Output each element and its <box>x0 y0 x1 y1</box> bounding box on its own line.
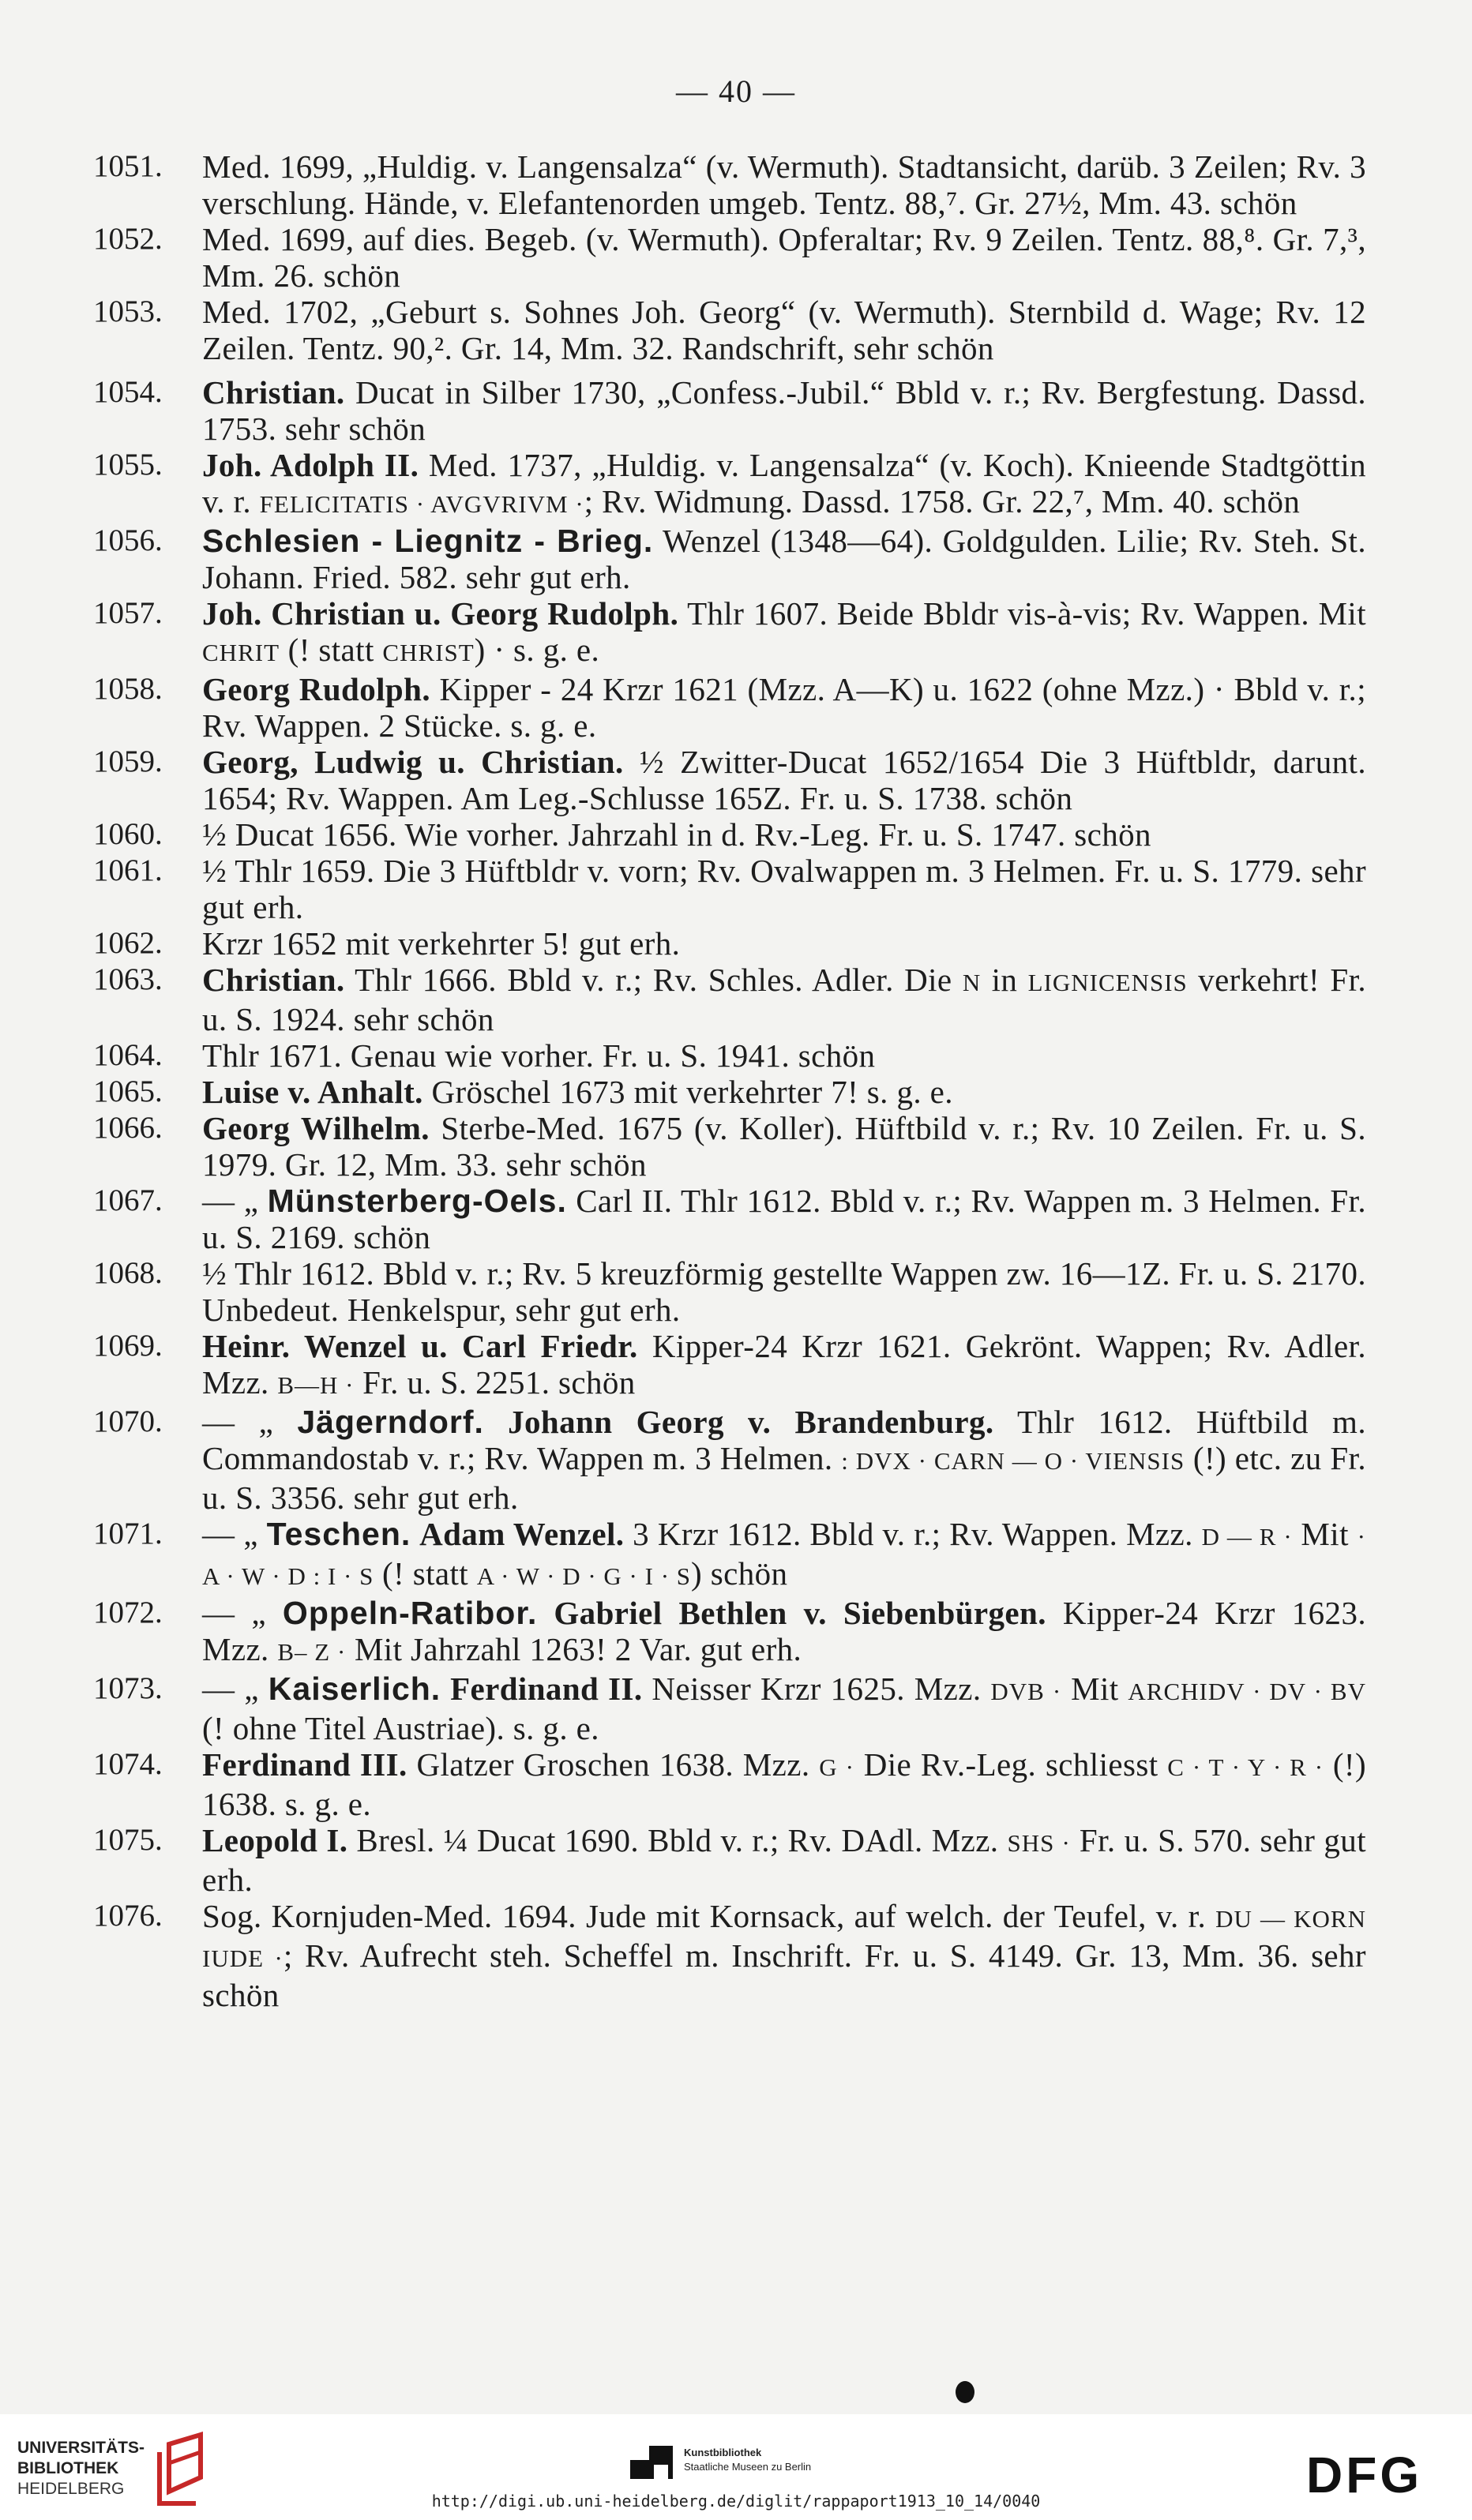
entry-description <box>202 1183 1366 1255</box>
entry-description <box>202 1074 1366 1110</box>
entry-text: 3 Krzr 1612. Bbld v. r.; Rv. Wappen. Mzz. <box>624 1516 1202 1552</box>
entry-number: 1076. <box>93 1899 163 1933</box>
catalogue-entry <box>93 816 1366 853</box>
catalogue-entry <box>93 1110 1366 1183</box>
coin-legend: LIGNICENSIS <box>1027 969 1188 996</box>
entry-text: — „ <box>202 1183 268 1219</box>
entry-description <box>202 1671 1366 1746</box>
entry-number: 1074. <box>93 1747 163 1781</box>
catalogue-entry <box>93 1671 1366 1746</box>
entry-text: ½ Zwitter-Ducat 1652/1654 Die 3 Hüftbldr, darunt. 1654; Rv. Wappen. Am Leg.-Schlusse 165Z. Fr. u. S. 1738. schön <box>202 744 1366 816</box>
entry-text: ; Rv. Aufrecht steh. Scheffel m. Inschrift. Fr. u. S. 4149. Gr. 13, Mm. 36. sehr schön <box>202 1937 1366 2013</box>
coin-legend: B– Z · <box>277 1638 347 1666</box>
entry-text: Krzr 1652 mit verkehrter 5! gut erh. <box>202 925 681 962</box>
catalogue-entry <box>93 1746 1366 1822</box>
coin-legend: DVB · <box>990 1678 1062 1705</box>
catalogue-entry <box>93 1037 1366 1074</box>
region-heading: Teschen. <box>266 1516 411 1552</box>
coin-legend: : DVX · CARN — O · VIENSIS <box>841 1447 1185 1475</box>
entry-text: Kipper-24 Krzr 1623. Mzz. <box>202 1595 1366 1667</box>
entry-text: verkehrt! Fr. u. S. 1924. sehr schön <box>202 962 1367 1037</box>
entry-description <box>202 221 1366 294</box>
kb-line-1: Kunstbibliothek <box>684 2447 762 2458</box>
entry-number: 1051. <box>93 149 163 183</box>
coin-legend: FELICITATIS · AVGVRIVM · <box>259 490 584 518</box>
ruler-name: Gabriel Bethlen v. Siebenbürgen. <box>554 1595 1046 1631</box>
library-line-1: UNIVERSITÄTS- <box>17 2439 145 2457</box>
entry-number: 1056. <box>93 523 163 557</box>
entry-description <box>202 1037 1366 1074</box>
entry-number: 1063. <box>93 962 163 996</box>
ruler-name: Georg Rudolph. <box>202 671 430 707</box>
footer-bar <box>0 2414 1472 2520</box>
entry-text: Med. 1699, „Huldig. v. Langensalza“ (v. Wermuth). Stadtansicht, darüb. 3 Zeilen; Rv. 3 verschlung. Hände, v. Elefantenorden umgeb. Tentz. 88,⁷. Gr. 27½, Mm. 43. schön <box>202 148 1366 221</box>
entry-text: Med. 1702, „Geburt s. Sohnes Joh. Georg“ (v. Wermuth). Sternbild d. Wage; Rv. 12 Zeilen. Tentz. 90,². Gr. 14, Mm. 32. Randschrift, sehr schön <box>202 294 1366 366</box>
kunstbibliothek-logo-icon <box>627 2443 676 2482</box>
entry-text: — „ <box>202 1516 267 1552</box>
entry-text: Mit <box>1292 1516 1357 1552</box>
entry-number: 1064. <box>93 1038 163 1072</box>
region-heading: Schlesien - Liegnitz - Brieg. <box>202 523 654 559</box>
entry-text: Med. 1737, „Huldig. v. Langensalza“ (v. Koch). Knieende Stadtgöttin v. r. <box>202 447 1367 519</box>
entry-number: 1057. <box>93 596 163 630</box>
entry-number: 1071. <box>93 1517 163 1551</box>
entry-description <box>202 1746 1366 1822</box>
entry-text: ½ Ducat 1656. Wie vorher. Jahrzahl in d. Rv.-Leg. Fr. u. S. 1747. schön <box>202 816 1151 853</box>
coin-legend: CHRIT <box>202 639 280 666</box>
entry-number: 1055. <box>93 448 163 482</box>
catalogue-entry <box>93 523 1366 595</box>
kunstbibliothek-name <box>684 2446 811 2474</box>
coin-legend: B—H · <box>277 1371 355 1399</box>
catalogue-entry <box>93 1404 1366 1516</box>
catalogue-entry <box>93 1516 1366 1595</box>
entry-description <box>202 853 1366 925</box>
entry-text: ) · s. g. e. <box>474 632 600 668</box>
entry-number: 1058. <box>93 672 163 706</box>
entry-text: ½ Thlr 1659. Die 3 Hüftbldr v. vorn; Rv. Ovalwappen m. 3 Helmen. Fr. u. S. 1779. sehr gut erh. <box>202 853 1366 925</box>
catalogue-entry <box>93 148 1366 221</box>
entry-number: 1075. <box>93 1823 163 1857</box>
entry-text <box>441 1671 450 1707</box>
entry-number: 1059. <box>93 744 163 778</box>
ruler-name: Luise v. Anhalt. <box>202 1074 423 1110</box>
entry-text: Thlr 1671. Genau wie vorher. Fr. u. S. 1941. schön <box>202 1037 876 1074</box>
entry-description <box>202 816 1366 853</box>
catalogue-entry <box>93 925 1366 962</box>
entry-text: in <box>981 962 1028 998</box>
entry-text: Bresl. ¼ Ducat 1690. Bbld v. r.; Rv. DAdl. Mzz. <box>347 1822 1008 1858</box>
coin-legend: ARCHIDV · DV · BV <box>1128 1678 1366 1705</box>
catalogue-entry <box>93 447 1366 523</box>
coin-legend: C · T · Y · R · <box>1167 1753 1324 1781</box>
entry-description <box>202 1822 1366 1898</box>
entry-text: (! statt <box>374 1555 477 1592</box>
entry-number: 1053. <box>93 294 163 328</box>
ruler-name: Georg, Ludwig u. Christian. <box>202 744 624 780</box>
entry-text: Glatzer Groschen 1638. Mzz. <box>407 1746 820 1783</box>
ruler-name: Adam Wenzel. <box>419 1516 625 1552</box>
entry-text: (!) 1638. s. g. e. <box>202 1746 1366 1822</box>
entry-text: Sterbe-Med. 1675 (v. Koller). Hüftbild v. r.; Rv. 10 Zeilen. Fr. u. S. 1979. Gr. 12, Mm. 33. sehr schön <box>202 1110 1366 1183</box>
catalogue-entry <box>93 221 1366 294</box>
catalogue-entry <box>93 1183 1366 1255</box>
entry-text: — „ <box>202 1404 298 1440</box>
coin-legend: A · W · D · G · I · S <box>476 1562 692 1590</box>
entry-text: Kipper - 24 Krzr 1621 (Mzz. A—K) u. 1622 (ohne Mzz.) · Bbld v. r.; Rv. Wappen. 2 Stücke. s. g. e. <box>202 671 1366 744</box>
entry-text <box>484 1404 508 1440</box>
ruler-name: Christian. <box>202 374 345 411</box>
dfg-logo: DFG <box>1306 2447 1423 2503</box>
entry-text: — „ <box>202 1671 268 1707</box>
entry-text: Thlr 1666. Bbld v. r.; Rv. Schles. Adler. Die <box>344 962 963 998</box>
region-heading: Jägerndorf. <box>297 1404 484 1440</box>
entry-description <box>202 1110 1366 1183</box>
entry-description <box>202 1595 1366 1671</box>
entry-text: Thlr 1612. Hüftbild m. Commandostab v. r.; Rv. Wappen m. 3 Helmen. <box>202 1404 1366 1476</box>
entry-number: 1073. <box>93 1671 163 1705</box>
coin-legend: CHRIST <box>382 639 475 666</box>
ruler-name: Heinr. Wenzel u. Carl Friedr. <box>202 1328 638 1364</box>
entry-description <box>202 523 1366 595</box>
ink-dot <box>956 2381 974 2403</box>
entry-text: Mit Jahrzahl 1263! 2 Var. gut erh. <box>346 1631 802 1667</box>
catalogue-entry <box>93 744 1366 816</box>
entry-number: 1070. <box>93 1404 163 1438</box>
catalogue-entry <box>93 595 1366 671</box>
catalogue-entry <box>93 671 1366 744</box>
entry-number: 1066. <box>93 1111 163 1145</box>
ruler-name: Joh. Christian u. Georg Rudolph. <box>202 595 679 632</box>
entry-text: (! ohne Titel Austriae). s. g. e. <box>202 1710 599 1746</box>
entry-text: Wenzel (1348—64). Goldgulden. Lilie; Rv. Steh. St. Johann. Fried. 582. sehr gut erh. <box>202 523 1366 595</box>
entry-number: 1062. <box>93 926 163 960</box>
coin-legend: · A · W · D : I · S <box>202 1523 1366 1590</box>
entry-description <box>202 1255 1366 1328</box>
library-line-2: BIBLIOTHEK <box>17 2459 119 2477</box>
entry-text <box>537 1595 554 1631</box>
coin-legend: SHS · <box>1007 1829 1071 1857</box>
entry-description <box>202 962 1366 1037</box>
coin-legend: N <box>962 969 982 996</box>
entry-text: (!) etc. zu Fr. u. S. 3356. sehr gut erh. <box>202 1440 1366 1516</box>
coin-legend: DU — KORN IUDE · <box>202 1905 1366 1972</box>
entry-text: Mit <box>1061 1671 1128 1707</box>
entry-text: Carl II. Thlr 1612. Bbld v. r.; Rv. Wappen m. 3 Helmen. Fr. u. S. 2169. schön <box>202 1183 1366 1255</box>
university-library-name <box>17 2438 145 2499</box>
catalogue-entry <box>93 853 1366 925</box>
entry-text: Fr. u. S. 570. sehr gut erh. <box>202 1822 1366 1898</box>
entry-text: ; Rv. Widmung. Dassd. 1758. Gr. 22,⁷, Mm. 40. schön <box>584 483 1301 519</box>
entry-text: Neisser Krzr 1625. Mzz. <box>642 1671 991 1707</box>
entry-description <box>202 447 1366 523</box>
entry-description <box>202 148 1366 221</box>
entry-description <box>202 1516 1366 1595</box>
region-heading: Oppeln-Ratibor. <box>282 1595 538 1631</box>
entry-text: Kipper-24 Krzr 1621. Gekrönt. Wappen; Rv. Adler. Mzz. <box>202 1328 1366 1401</box>
region-heading: Münsterberg-Oels. <box>267 1183 567 1219</box>
entry-number: 1072. <box>93 1596 163 1629</box>
region-heading: Kaiserlich. <box>268 1671 441 1707</box>
entry-number: 1061. <box>93 853 163 887</box>
entry-description <box>202 925 1366 962</box>
entry-number: 1060. <box>93 817 163 851</box>
entry-description <box>202 1898 1366 2013</box>
ruler-name: Georg Wilhelm. <box>202 1110 430 1146</box>
entry-text: Gröschel 1673 mit verkehrter 7! s. g. e. <box>422 1074 953 1110</box>
ruler-name: Ferdinand II. <box>450 1671 643 1707</box>
entry-description <box>202 1328 1366 1404</box>
catalogue-entry <box>93 1595 1366 1671</box>
catalogue-entry <box>93 1074 1366 1110</box>
entry-number: 1068. <box>93 1256 163 1290</box>
ruler-name: Leopold I. <box>202 1822 348 1858</box>
catalogue-entry <box>93 374 1366 447</box>
source-url-link[interactable]: http://digi.ub.uni-heidelberg.de/diglit/rappaport1913_10_14/0040 <box>431 2492 1041 2511</box>
entry-number: 1069. <box>93 1329 163 1363</box>
coin-legend: D — R · <box>1201 1523 1293 1551</box>
catalogue-entry <box>93 1255 1366 1328</box>
entry-text: Sog. Kornjuden-Med. 1694. Jude mit Kornsack, auf welch. der Teufel, v. r. <box>202 1898 1216 1934</box>
ruler-name: Joh. Adolph II. <box>202 447 419 483</box>
catalogue-entry <box>93 1822 1366 1898</box>
entry-number: 1054. <box>93 375 163 409</box>
entry-description <box>202 294 1366 366</box>
catalogue-entry <box>93 294 1366 366</box>
entry-text: (! statt <box>280 632 383 668</box>
entry-description <box>202 595 1366 671</box>
kb-line-2: Staatliche Museen zu Berlin <box>684 2461 812 2473</box>
library-line-3: HEIDELBERG <box>17 2480 125 2498</box>
entry-number: 1067. <box>93 1183 163 1217</box>
entry-text: Die Rv.-Leg. schliesst <box>854 1746 1168 1783</box>
catalogue-entry <box>93 1898 1366 2013</box>
catalogue-entry <box>93 962 1366 1037</box>
entry-text: Med. 1699, auf dies. Begeb. (v. Wermuth). Opferaltar; Rv. 9 Zeilen. Tentz. 88,⁸. Gr. 7,³, Mm. 26. schön <box>202 221 1366 294</box>
entry-description <box>202 1404 1366 1516</box>
entry-text: — „ <box>202 1595 283 1631</box>
entry-description <box>202 671 1366 744</box>
entry-text: Fr. u. S. 2251. schön <box>354 1364 636 1401</box>
entry-text: Ducat in Silber 1730, „Confess.-Jubil.“ Bbld v. r.; Rv. Bergfestung. Dassd. 1753. sehr schön <box>202 374 1366 447</box>
entry-text: Thlr 1607. Beide Bbldr vis-à-vis; Rv. Wappen. Mit <box>678 595 1366 632</box>
catalogue-entries <box>93 148 1366 2013</box>
entry-text: ) schön <box>691 1555 788 1592</box>
entry-description <box>202 744 1366 816</box>
coin-legend: G · <box>819 1753 854 1781</box>
entry-description <box>202 374 1366 447</box>
ruler-name: Ferdinand III. <box>202 1746 407 1783</box>
catalogue-entry <box>93 1328 1366 1404</box>
page-number: — 40 — <box>676 73 796 109</box>
entry-number: 1052. <box>93 222 163 256</box>
ruler-name: Christian. <box>202 962 345 998</box>
entry-text <box>411 1516 419 1552</box>
ruler-name: Johann Georg v. Brandenburg. <box>508 1404 994 1440</box>
entry-number: 1065. <box>93 1074 163 1108</box>
entry-text: ½ Thlr 1612. Bbld v. r.; Rv. 5 kreuzförmig gestellte Wappen zw. 16—1Z. Fr. u. S. 2170. Unbedeut. Henkelspur, sehr gut erh. <box>202 1255 1366 1328</box>
